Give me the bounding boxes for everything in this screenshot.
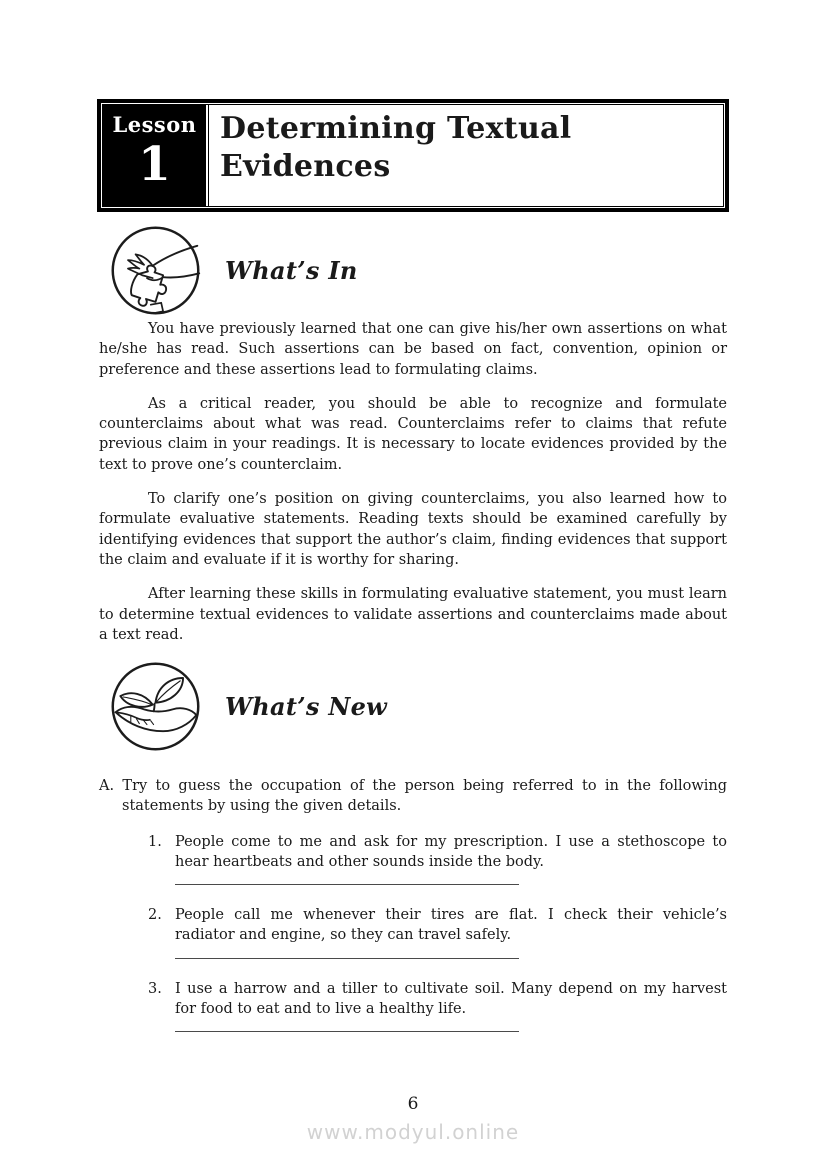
activity-instruction-text: Try to guess the occupation of the person being referred to in the following statements by using the given details. — [122, 778, 728, 815]
lesson-number: 1 — [138, 137, 171, 192]
item-text: I use a harrow and a tiller to cultivate soil. Many depend on my harvest for food to eat and to live a healthy life. — [175, 980, 727, 1018]
lesson-banner-inner — [102, 104, 724, 207]
item-body — [175, 905, 727, 959]
whats-new-section-head — [107, 659, 387, 754]
whats-in-section-head — [107, 223, 358, 318]
item-text: People come to me and ask for my prescription. I use a stethoscope to hear heartbeats and other sounds inside the body. — [175, 833, 727, 870]
hand-puzzle-piece-icon — [107, 223, 204, 318]
hand-sprout-icon — [107, 659, 204, 754]
activity-a — [99, 776, 727, 1032]
whats-in-body — [99, 319, 727, 659]
item-text: People call me whenever their tires are flat. I check their vehicle’s radiator and engine, so they can travel safely. — [175, 907, 727, 944]
item-number: 3. — [148, 980, 162, 997]
whats-in-title: What’s In — [225, 256, 358, 285]
activity-instruction — [99, 776, 727, 817]
paragraph: As a critical reader, you should be able to recognize and formulate counterclaims about what was read. Counterclaims refer to claims that refute previous claim in your readings. It is necessary to locate evidences provided by the text to prove one’s counterclaim. — [99, 395, 727, 473]
list-item — [99, 832, 727, 886]
paragraph: After learning these skills in formulating evaluative statement, you must learn to determine textual evidences to validate assertions and counterclaims made about a text read. — [99, 586, 727, 643]
list-item — [99, 905, 727, 959]
lesson-banner — [97, 99, 729, 212]
activity-label: A. — [99, 778, 115, 794]
lesson-title-line2: Evidences — [220, 149, 391, 184]
item-body — [175, 832, 727, 886]
watermark: www.modyul.online — [306, 1120, 520, 1144]
answer-blank-line — [175, 875, 519, 885]
answer-blank-line — [175, 1022, 519, 1032]
paragraph: To clarify one’s position on giving counterclaims, you also learned how to formulate evaluative statements. Reading texts should be examined carefully by identifying evidences that support the author’s claim, finding evidences that support the claim and evaluate if it is worthy for sharing. — [99, 491, 727, 568]
whats-new-title: What’s New — [225, 692, 388, 721]
answer-blank-line — [175, 949, 519, 959]
lesson-number-cell — [103, 105, 206, 206]
list-item — [99, 979, 727, 1033]
lesson-title-cell — [208, 105, 723, 206]
lesson-title-line1: Determining Textual — [220, 111, 572, 146]
lesson-label: Lesson — [112, 112, 197, 137]
item-number: 1. — [148, 833, 162, 850]
item-number: 2. — [148, 907, 162, 924]
item-body — [175, 979, 727, 1033]
paragraph: You have previously learned that one can give his/her own assertions on what he/she has read. Such assertions can be based on fact, convention, opinion or preference and these assertions lead to formulating claims. — [99, 321, 727, 378]
page-number: 6 — [407, 1094, 419, 1114]
